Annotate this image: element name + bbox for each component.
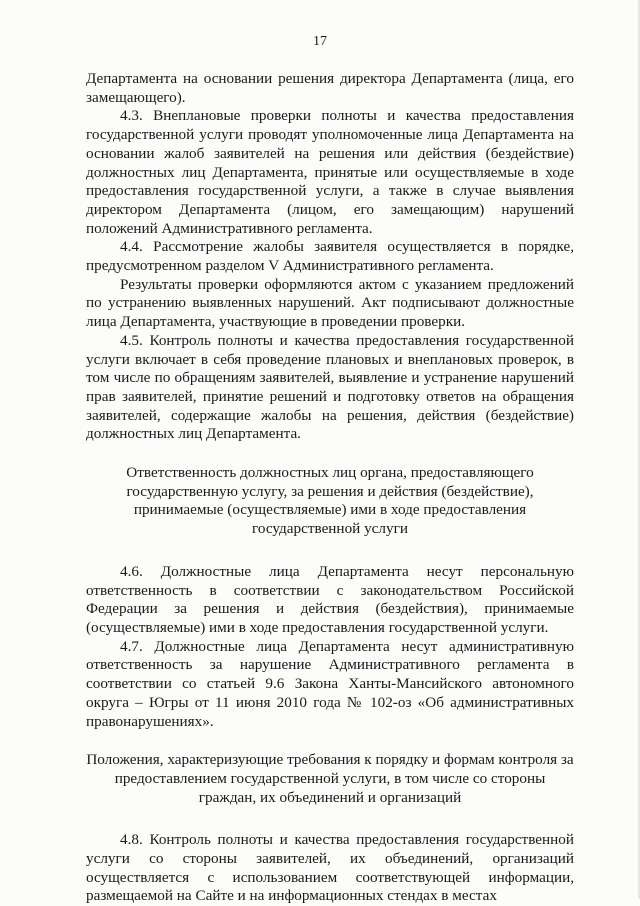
section-heading-control-requirements: Положения, характеризующие требования к порядку и формам контроля за предоставлением государственной услуги, в том числе со стороны граждан, их объединений и организаций [86, 751, 574, 806]
page-number: 17 [313, 34, 327, 49]
paragraph-continuation: Департамента на основании решения директора Департамента (лица, его замещающего). [86, 70, 574, 106]
spacer [86, 731, 574, 751]
spacer [86, 539, 574, 563]
paragraph-4-6: 4.6. Должностные лица Департамента несут персональную ответственность в соответствии с законодательством Российской Федерации за решения и действия (бездействия), принимаемые (осуществляемые) ими в ходе предоставления государственной услуги. [86, 562, 574, 636]
document-body [86, 70, 574, 906]
paragraph-results: Результаты проверки оформляются актом с указанием предложений по устранению выявленных нарушений. Акт подписывают должностные лица Департамента, участвующие в проведении проверки. [86, 275, 574, 331]
paragraph-4-4: 4.4. Рассмотрение жалобы заявителя осуществляется в порядке, предусмотренном разделом V Административного регламента. [86, 238, 574, 275]
section-heading-responsibility: Ответственность должностных лиц органа, предоставляющего государственную услугу, за решения и действия (бездействие), принимаемые (осуществляемые) ими в ходе предоставления государственной услуги [126, 464, 534, 538]
paragraph-4-5: 4.5. Контроль полноты и качества предоставления государственной услуги включает в себя проведение плановых и внеплановых проверок, в том числе по обращениям заявителей, выявление и устранение нарушений прав заявителей, принятие решений и подготовку ответов на обращения заявителей, содержащие жалобы на решения, действия (бездействие) должностных лиц Департамента. [86, 331, 574, 443]
paragraph-4-8: 4.8. Контроль полноты и качества предоставления государственной услуги со стороны заявителей, их объединений, организаций осуществляется с использованием соответствующей информации, размещаемой на Сайте и на информационных стендах в местах [86, 831, 574, 905]
spacer [86, 807, 574, 831]
paragraph-4-7: 4.7. Должностные лица Департамента несут административную ответственность за нарушение Административного регламента в соответствии со статьей 9.6 Закона Ханты-Мансийского автономного округа – Югры от 11 июня 2010 года № 102-оз «Об административных правонарушениях». [86, 637, 574, 730]
paragraph-4-3: 4.3. Внеплановые проверки полноты и качества предоставления государственной услуги проводят уполномоченные лица Департамента на основании жалоб заявителей на решения или действия (бездействие) должностных лиц Департамента, принятые или осуществляемые в ходе предоставления государственной услуги, а также в случае выявления директором Департамента (лицом, его замещающим) нарушений положений Административного регламента. [86, 107, 574, 237]
spacer [86, 444, 574, 464]
